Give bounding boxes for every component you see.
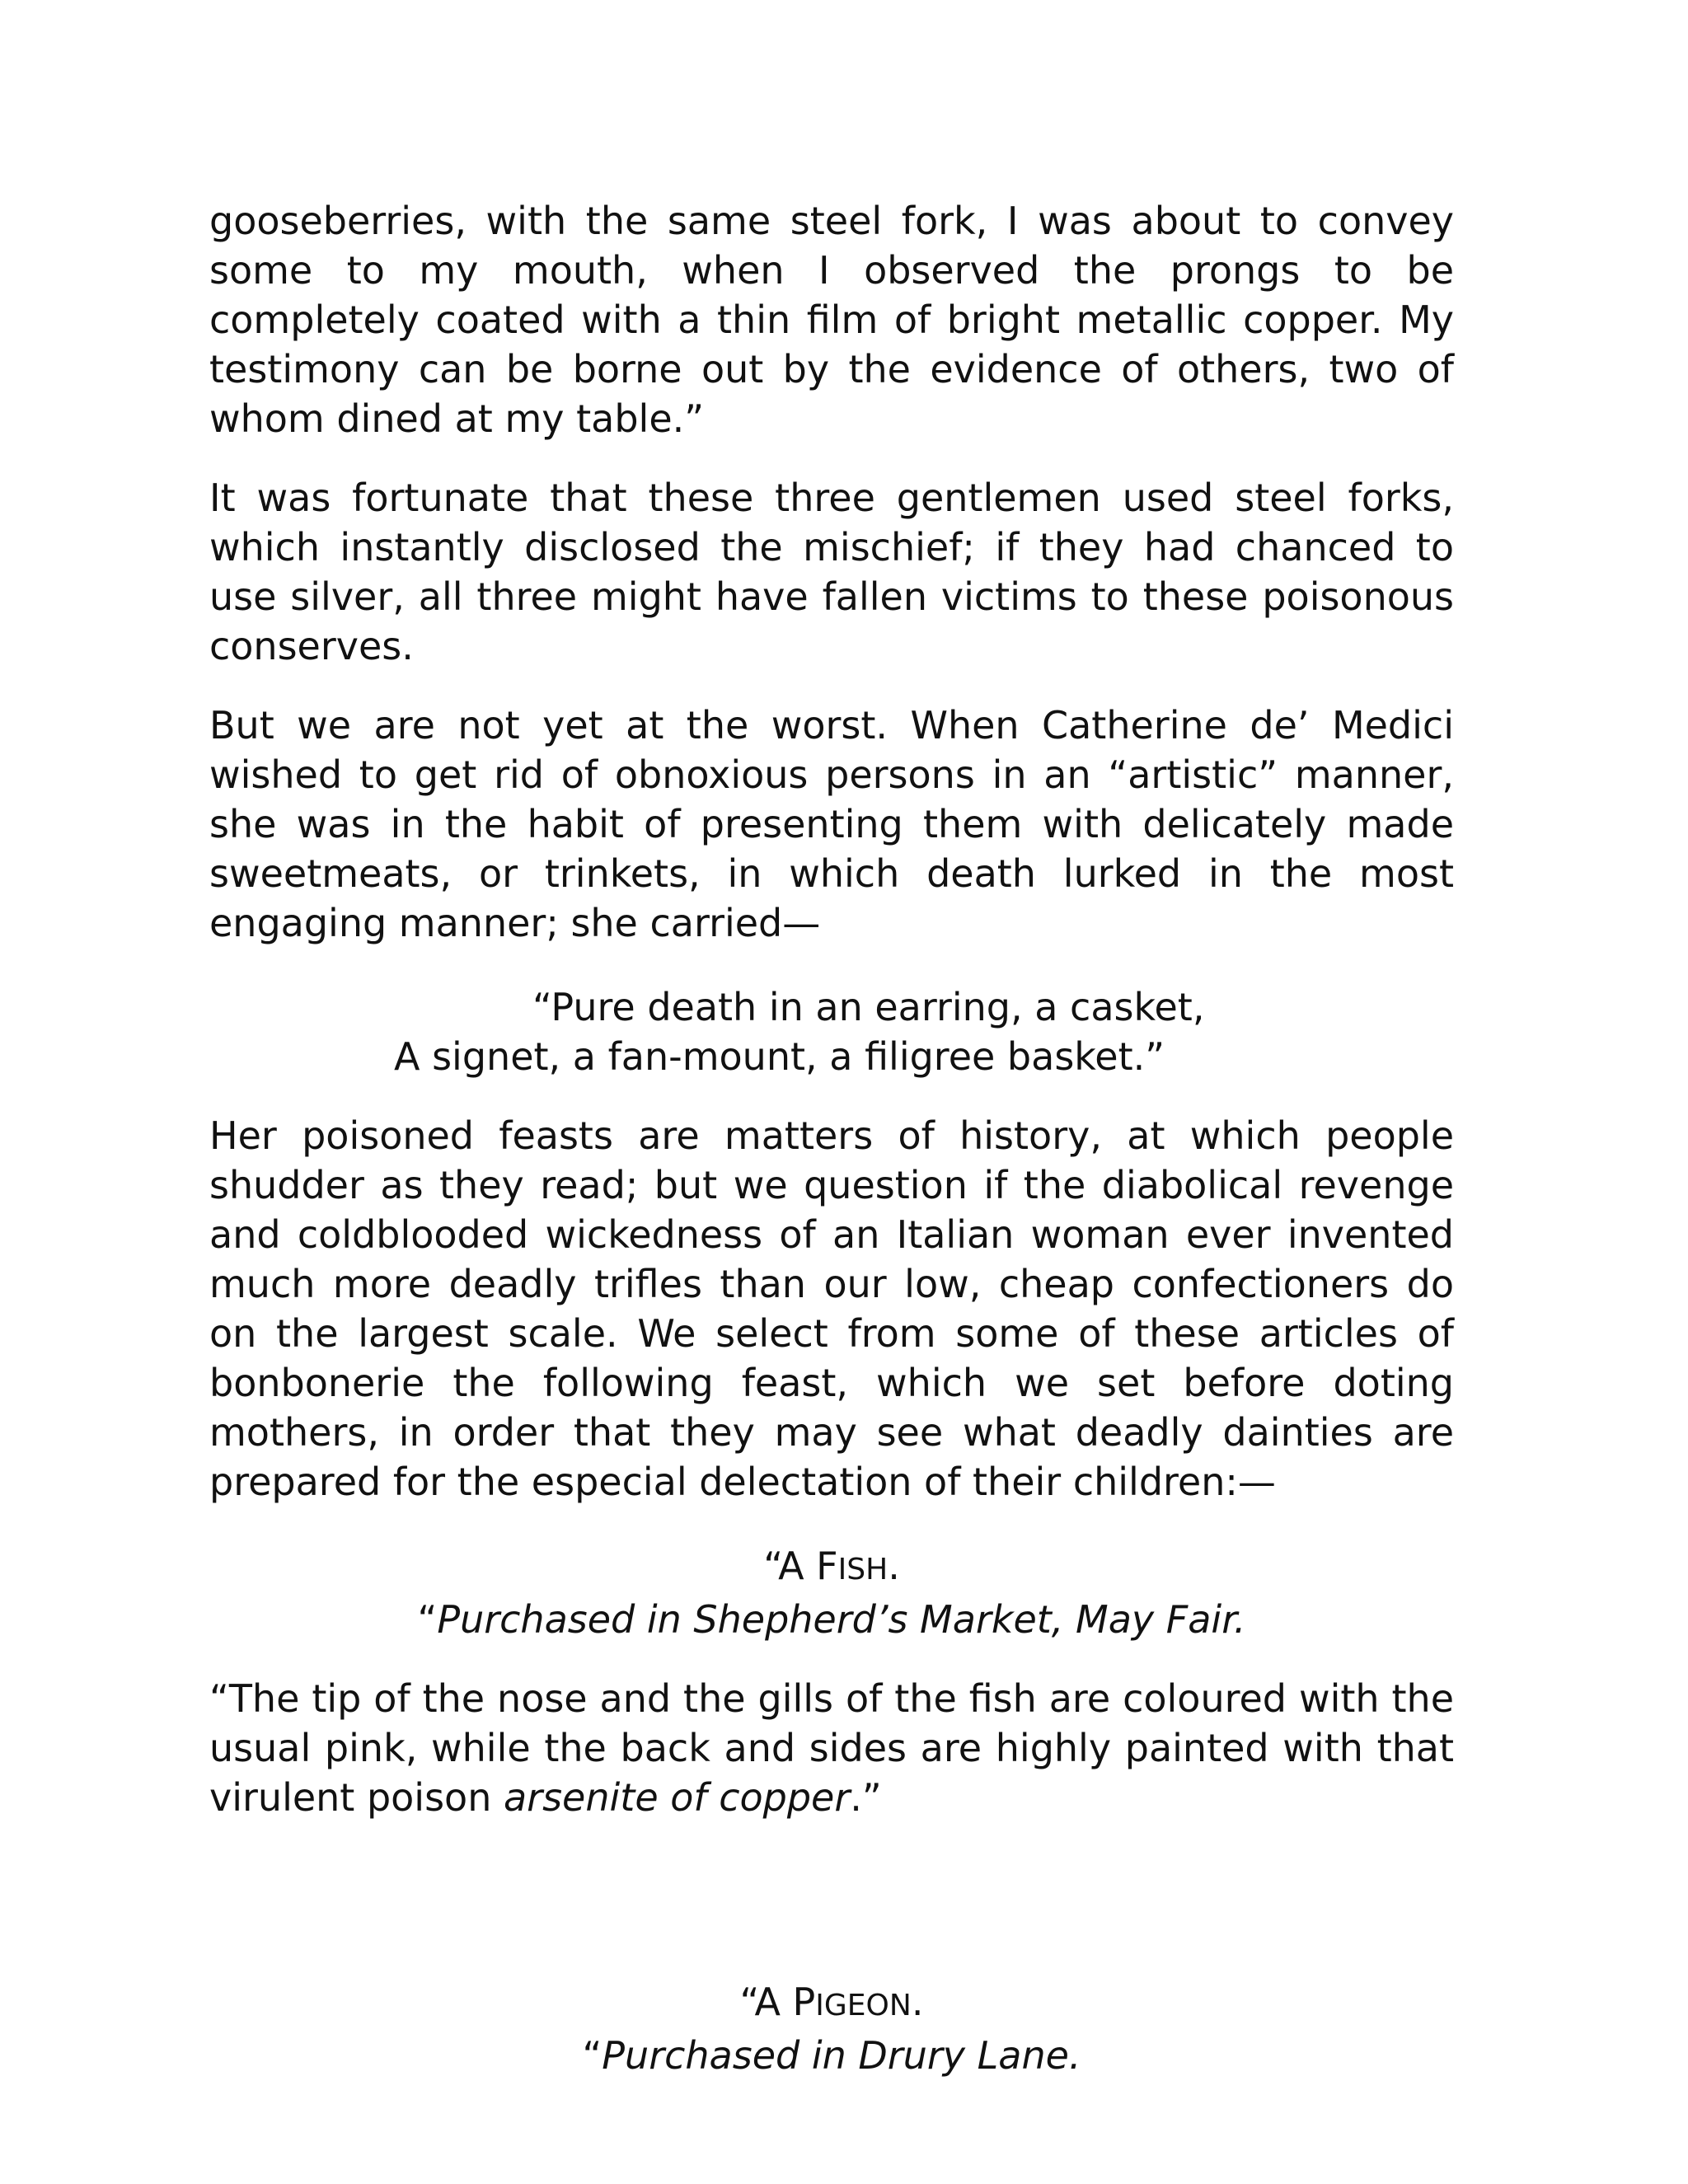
pigeon-title-smallcaps: IGEON xyxy=(815,1989,912,2022)
fish-desc-start: “The tip of the nose and the gills of the fish are coloured with the usual pink, while the back and sides are highly painted with that virulent poison xyxy=(209,1676,1454,1820)
paragraph-poisoned-feasts: Her poisoned feasts are matters of history, at which people shudder as they read; but we question if the diabolical revenge and coldblooded wickedness of an Italian woman ever invented much more deadly trifles than our low, cheap confectioners do on the largest scale. We select from some of these articles of bonbonerie the following feast, which we set before doting mothers, in order that they may see what deadly dainties are prepared for the especial delectation of their children:— xyxy=(209,1113,1454,1504)
pigeon-title-end: . xyxy=(911,1980,924,2024)
fish-title-end: . xyxy=(888,1544,900,1588)
fish-sub-text: Purchased in Shepherd’s Market, May Fair. xyxy=(437,1597,1246,1642)
fish-sub-quote: “ xyxy=(417,1597,438,1642)
verse-quote xyxy=(209,982,1454,1081)
paragraph-steel-forks: It was fortunate that these three gentlemen used steel forks, which instantly disclosed the mischief; if they had chanced to use silver, all three might have fallen victims to these poisonous conserves. xyxy=(209,476,1454,668)
paragraph-gooseberries: gooseberries, with the same steel fork, I was about to convey some to my mouth, when I observed the prongs to be completely coated with a thin film of bright metallic copper. My testimony can be borne out by the evidence of others, two of whom dined at my table.” xyxy=(209,199,1454,441)
fish-title xyxy=(209,1541,1454,1595)
pigeon-heading xyxy=(209,1977,1454,2080)
paragraph-fish-description xyxy=(209,1674,1454,1822)
fish-title-smallcaps: ISH xyxy=(837,1553,889,1586)
paragraph-catherine-medici: But we are not yet at the worst. When Catherine de’ Medici wished to get rid of obnoxious persons in an “artistic” manner, she was in the habit of presenting them with delicately made sweetmeats, or trinkets, in which death lurked in the most engaging manner; she carried— xyxy=(209,703,1454,945)
pigeon-sub-text: Purchased in Drury Lane. xyxy=(602,2033,1081,2078)
pigeon-sub-quote: “ xyxy=(582,2033,603,2078)
fish-heading xyxy=(209,1541,1454,1644)
fish-desc-end: .” xyxy=(850,1775,882,1820)
document-page xyxy=(209,196,1454,2110)
verse-line-2: A signet, a fan-mount, a filigree basket.” xyxy=(394,1034,1165,1079)
pigeon-title xyxy=(209,1977,1454,2031)
section-spacer xyxy=(209,1852,1454,1943)
pigeon-purchase-location xyxy=(209,2031,1454,2080)
fish-purchase-location xyxy=(209,1595,1454,1644)
fish-title-lead: “A F xyxy=(763,1544,838,1588)
fish-desc-emphasis: arsenite of copper xyxy=(503,1775,851,1820)
verse-line-1: “Pure death in an earring, a casket, xyxy=(532,985,1205,1029)
pigeon-title-lead: “A P xyxy=(739,1980,816,2024)
